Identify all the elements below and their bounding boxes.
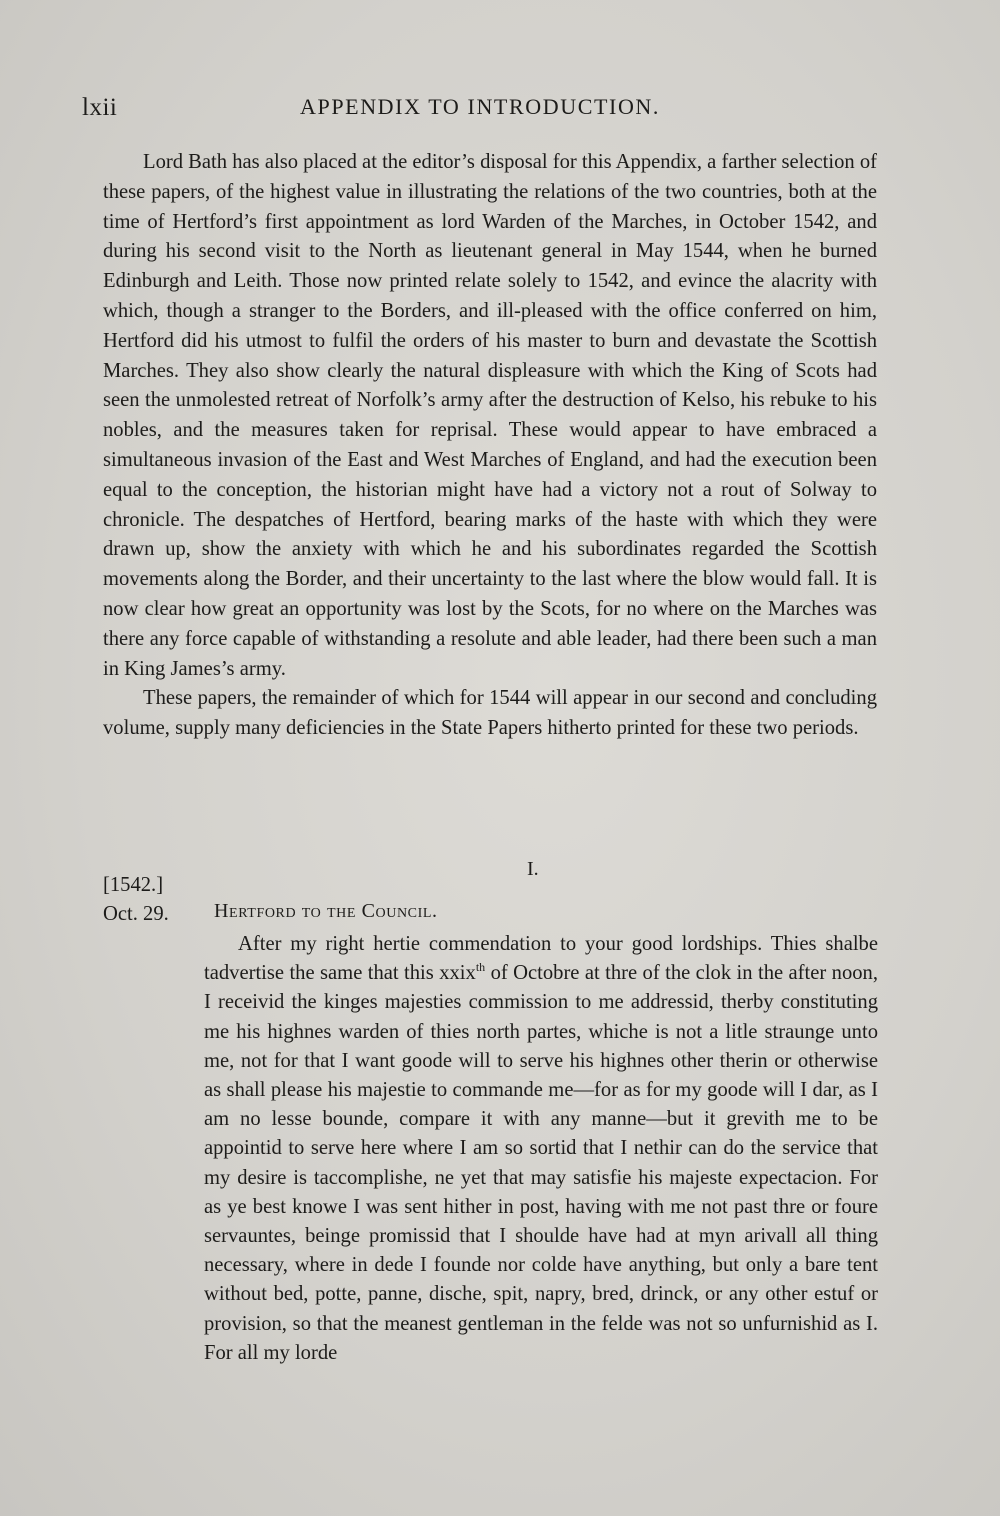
introduction-text	[103, 148, 877, 744]
letter-heading: Hertford to the Council.	[214, 900, 438, 922]
section-number: I.	[527, 858, 539, 880]
intro-paragraph-1: Lord Bath has also placed at the editor’s disposal for this Appendix, a farther selection of these papers, of the highest value in illustrating the relations of the two countries, both at the time of Hertford’s first appointment as lord Warden of the Marches, in October 1542, and during his second visit to the North as lieutenant general in May 1544, when he burned Edinburgh and Leith. Those now printed relate solely to 1542, and evince the alacrity with which, though a stranger to the Borders, and ill-pleased with the office conferred on him, Hertford did his utmost to fulfil the orders of his master to burn and devastate the Scottish Marches. They also show clearly the natural displeasure with which the King of Scots had seen the unmolested retreat of Norfolk’s army after the destruction of Kelso, his rebuke to his nobles, and the measures taken for reprisal. These would appear to have embraced a simultaneous invasion of the East and West Marches of England, and had the execution been equal to the conception, the historian might have had a victory not a rout of Solway to chronicle. The despatches of Hertford, bearing marks of the haste with which they were drawn up, show the anxiety with which he and his subordinates regarded the Scottish movements along the Border, and their uncertainty to the last where the blow would fall. It is now clear how great an opportunity was lost by the Scots, for no where on the Marches was there any force capable of withstanding a resolute and able leader, had there been such a man in King James’s army.	[103, 151, 877, 680]
letter-text	[204, 930, 878, 1368]
page-number: lxii	[82, 94, 118, 121]
letter-paragraph	[204, 930, 878, 1368]
running-title: APPENDIX TO INTRODUCTION.	[300, 94, 661, 119]
intro-paragraph-2: These papers, the remainder of which for 1544 will appear in our second and concluding volume, supply many deficiencies in the State Papers hitherto printed for these two periods.	[103, 687, 877, 740]
marginal-day: Oct. 29.	[103, 903, 169, 925]
ordinal-superscript: th	[475, 960, 486, 975]
letter-text-part-1: After my right hertie commendation to your good lordships. Thies shalbe tadvertise the same that this xxix	[204, 933, 878, 985]
letter-text-part-2: of Octobre at thre of the clok in the after noon, I receivid the kinges majesties commission to me addressid, therby constituting me his highnes warden of thies north partes, whiche is not a litle straunge unto me, not for that I want goode will to serve his highnes other therin or otherwise as shall please his majestie to commande me—for as for my goode will I dar, as I am no lesse bounde, compare it with any manne—but it grevith me to be appointid to serve here where I am so sortid that I nethir can do the service that my desire is taccomplishe, ne yet that may satisfie his majeste expectacion. For as ye best knowe I was sent hither in post, having with me not past thre or foure servauntes, beinge promissid that I shoulde have had at myn arivall all thing necessary, where in dede I founde nor colde have anything, but only a bare tent without bed, potte, panne, dische, spit, napry, bred, drinck, or any other estuf or provision, so that the meanest gentleman in the felde was not so unfurnishid as I. For all my lorde	[204, 962, 878, 1364]
running-head	[82, 94, 882, 134]
marginal-date	[103, 871, 169, 929]
marginal-year: [1542.]	[103, 874, 164, 896]
